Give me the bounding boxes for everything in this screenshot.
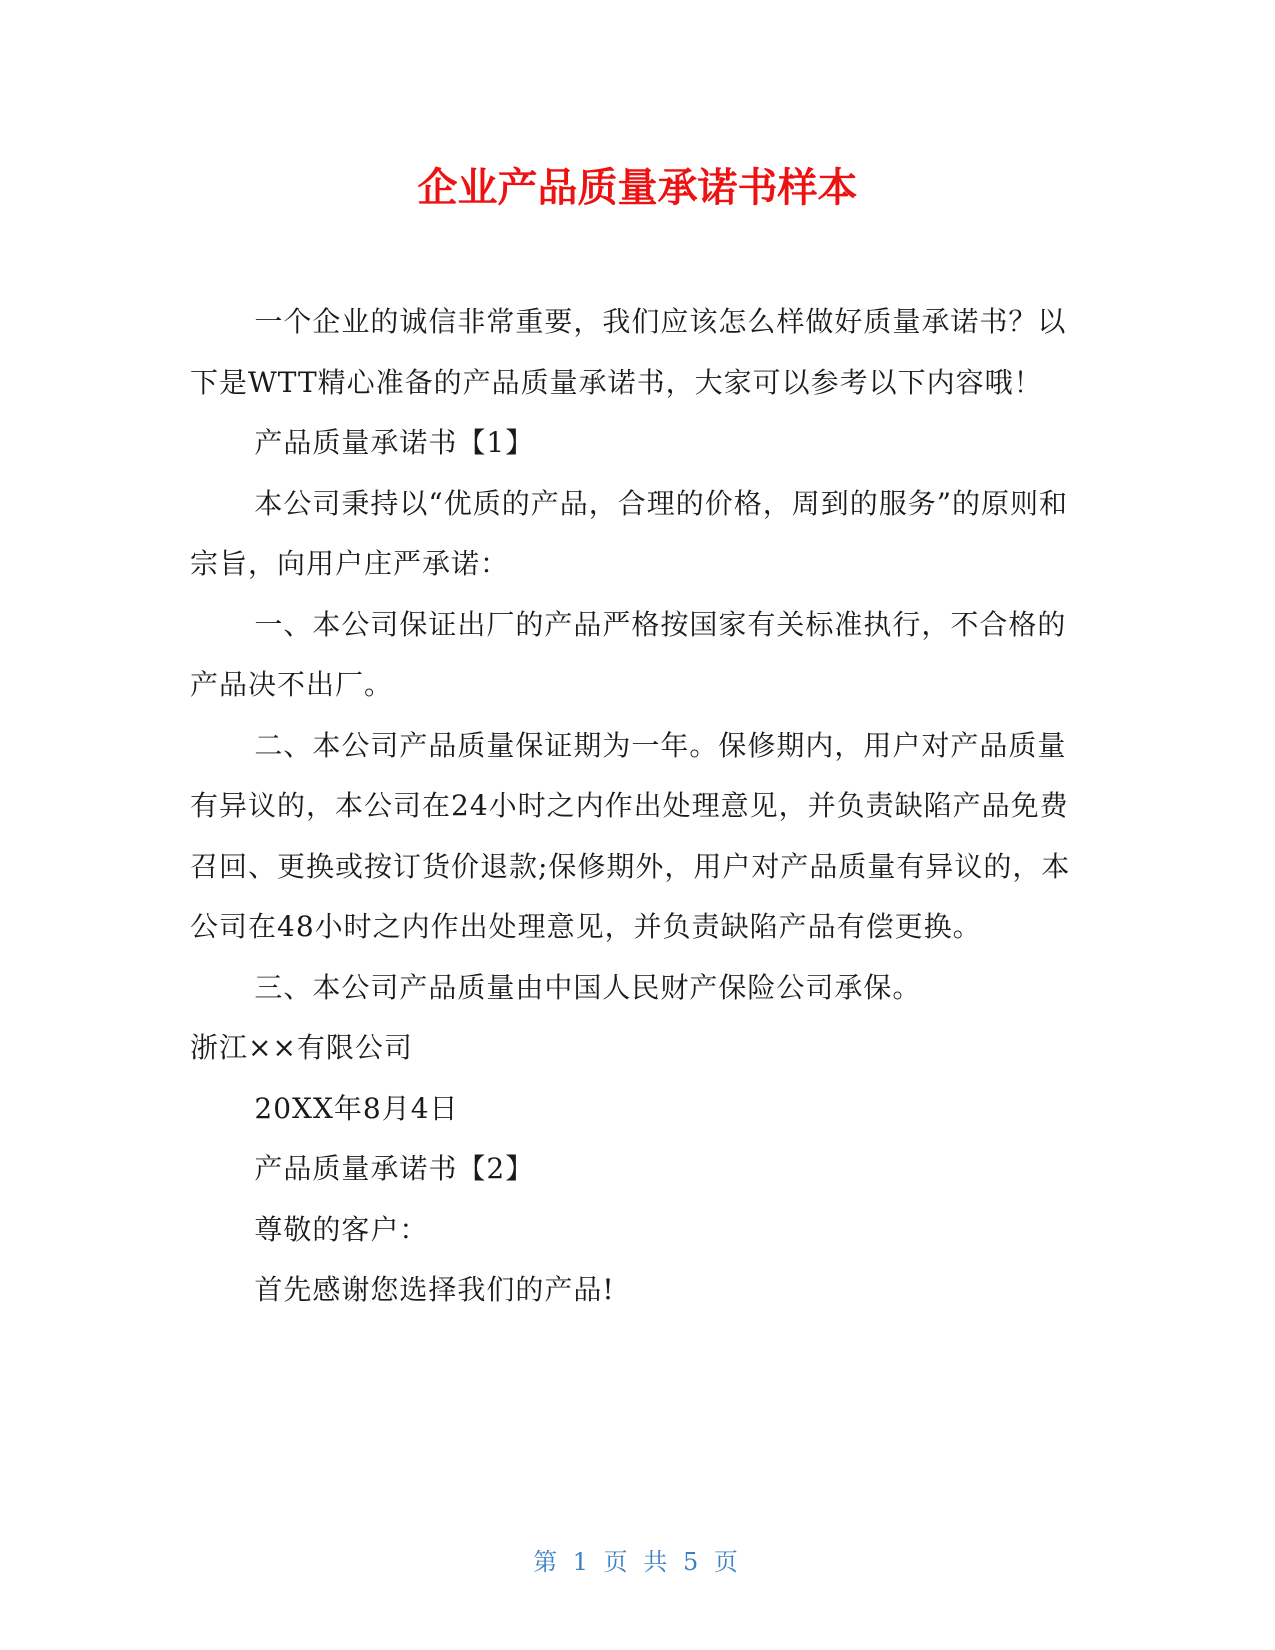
commitment-item-2: 二、本公司产品质量保证期为一年。保修期内，用户对产品质量有异议的，本公司在24小时之内作出处理意见，并负责缺陷产品免费召回、更换或按订货价退款;保修期外，用户对产品质量有异议的，本公司在48小时之内作出处理意见，并负责缺陷产品有偿更换。	[190, 728, 1071, 943]
intro-paragraph: 一个企业的诚信非常重要，我们应该怎么样做好质量承诺书？以下是WTT精心准备的产品质量承诺书，大家可以参考以下内容哦！	[190, 305, 1067, 399]
page-number-footer	[0, 1542, 1275, 1577]
commitment-item-1: 一、本公司保证出厂的产品严格按国家有关标准执行，不合格的产品决不出厂。	[190, 607, 1067, 701]
commitment-item-3: 三、本公司产品质量由中国人民财产保险公司承保。	[254, 970, 922, 1004]
footer-total-pages: 5	[682, 1548, 703, 1576]
company-signature: 浙江××有限公司	[190, 1031, 413, 1064]
footer-current-page: 1	[572, 1548, 593, 1576]
footer-middle: 页 共	[603, 1548, 672, 1576]
document-title: 企业产品质量承诺书样本	[417, 165, 858, 211]
footer-prefix: 第	[533, 1548, 562, 1576]
salutation: 尊敬的客户：	[254, 1212, 429, 1246]
document-body	[190, 292, 1082, 1321]
thanks-paragraph: 首先感谢您选择我们的产品!	[254, 1273, 615, 1306]
section-heading-1: 产品质量承诺书【1】	[254, 426, 535, 459]
section-heading-2: 产品质量承诺书【2】	[254, 1152, 535, 1185]
commitment-principle-paragraph: 本公司秉持以“优质的产品，合理的价格，周到的服务”的原则和宗旨，向用户庄严承诺：	[190, 486, 1069, 580]
signature-date: 20XX年8月4日	[254, 1091, 459, 1125]
footer-suffix: 页	[713, 1548, 742, 1576]
